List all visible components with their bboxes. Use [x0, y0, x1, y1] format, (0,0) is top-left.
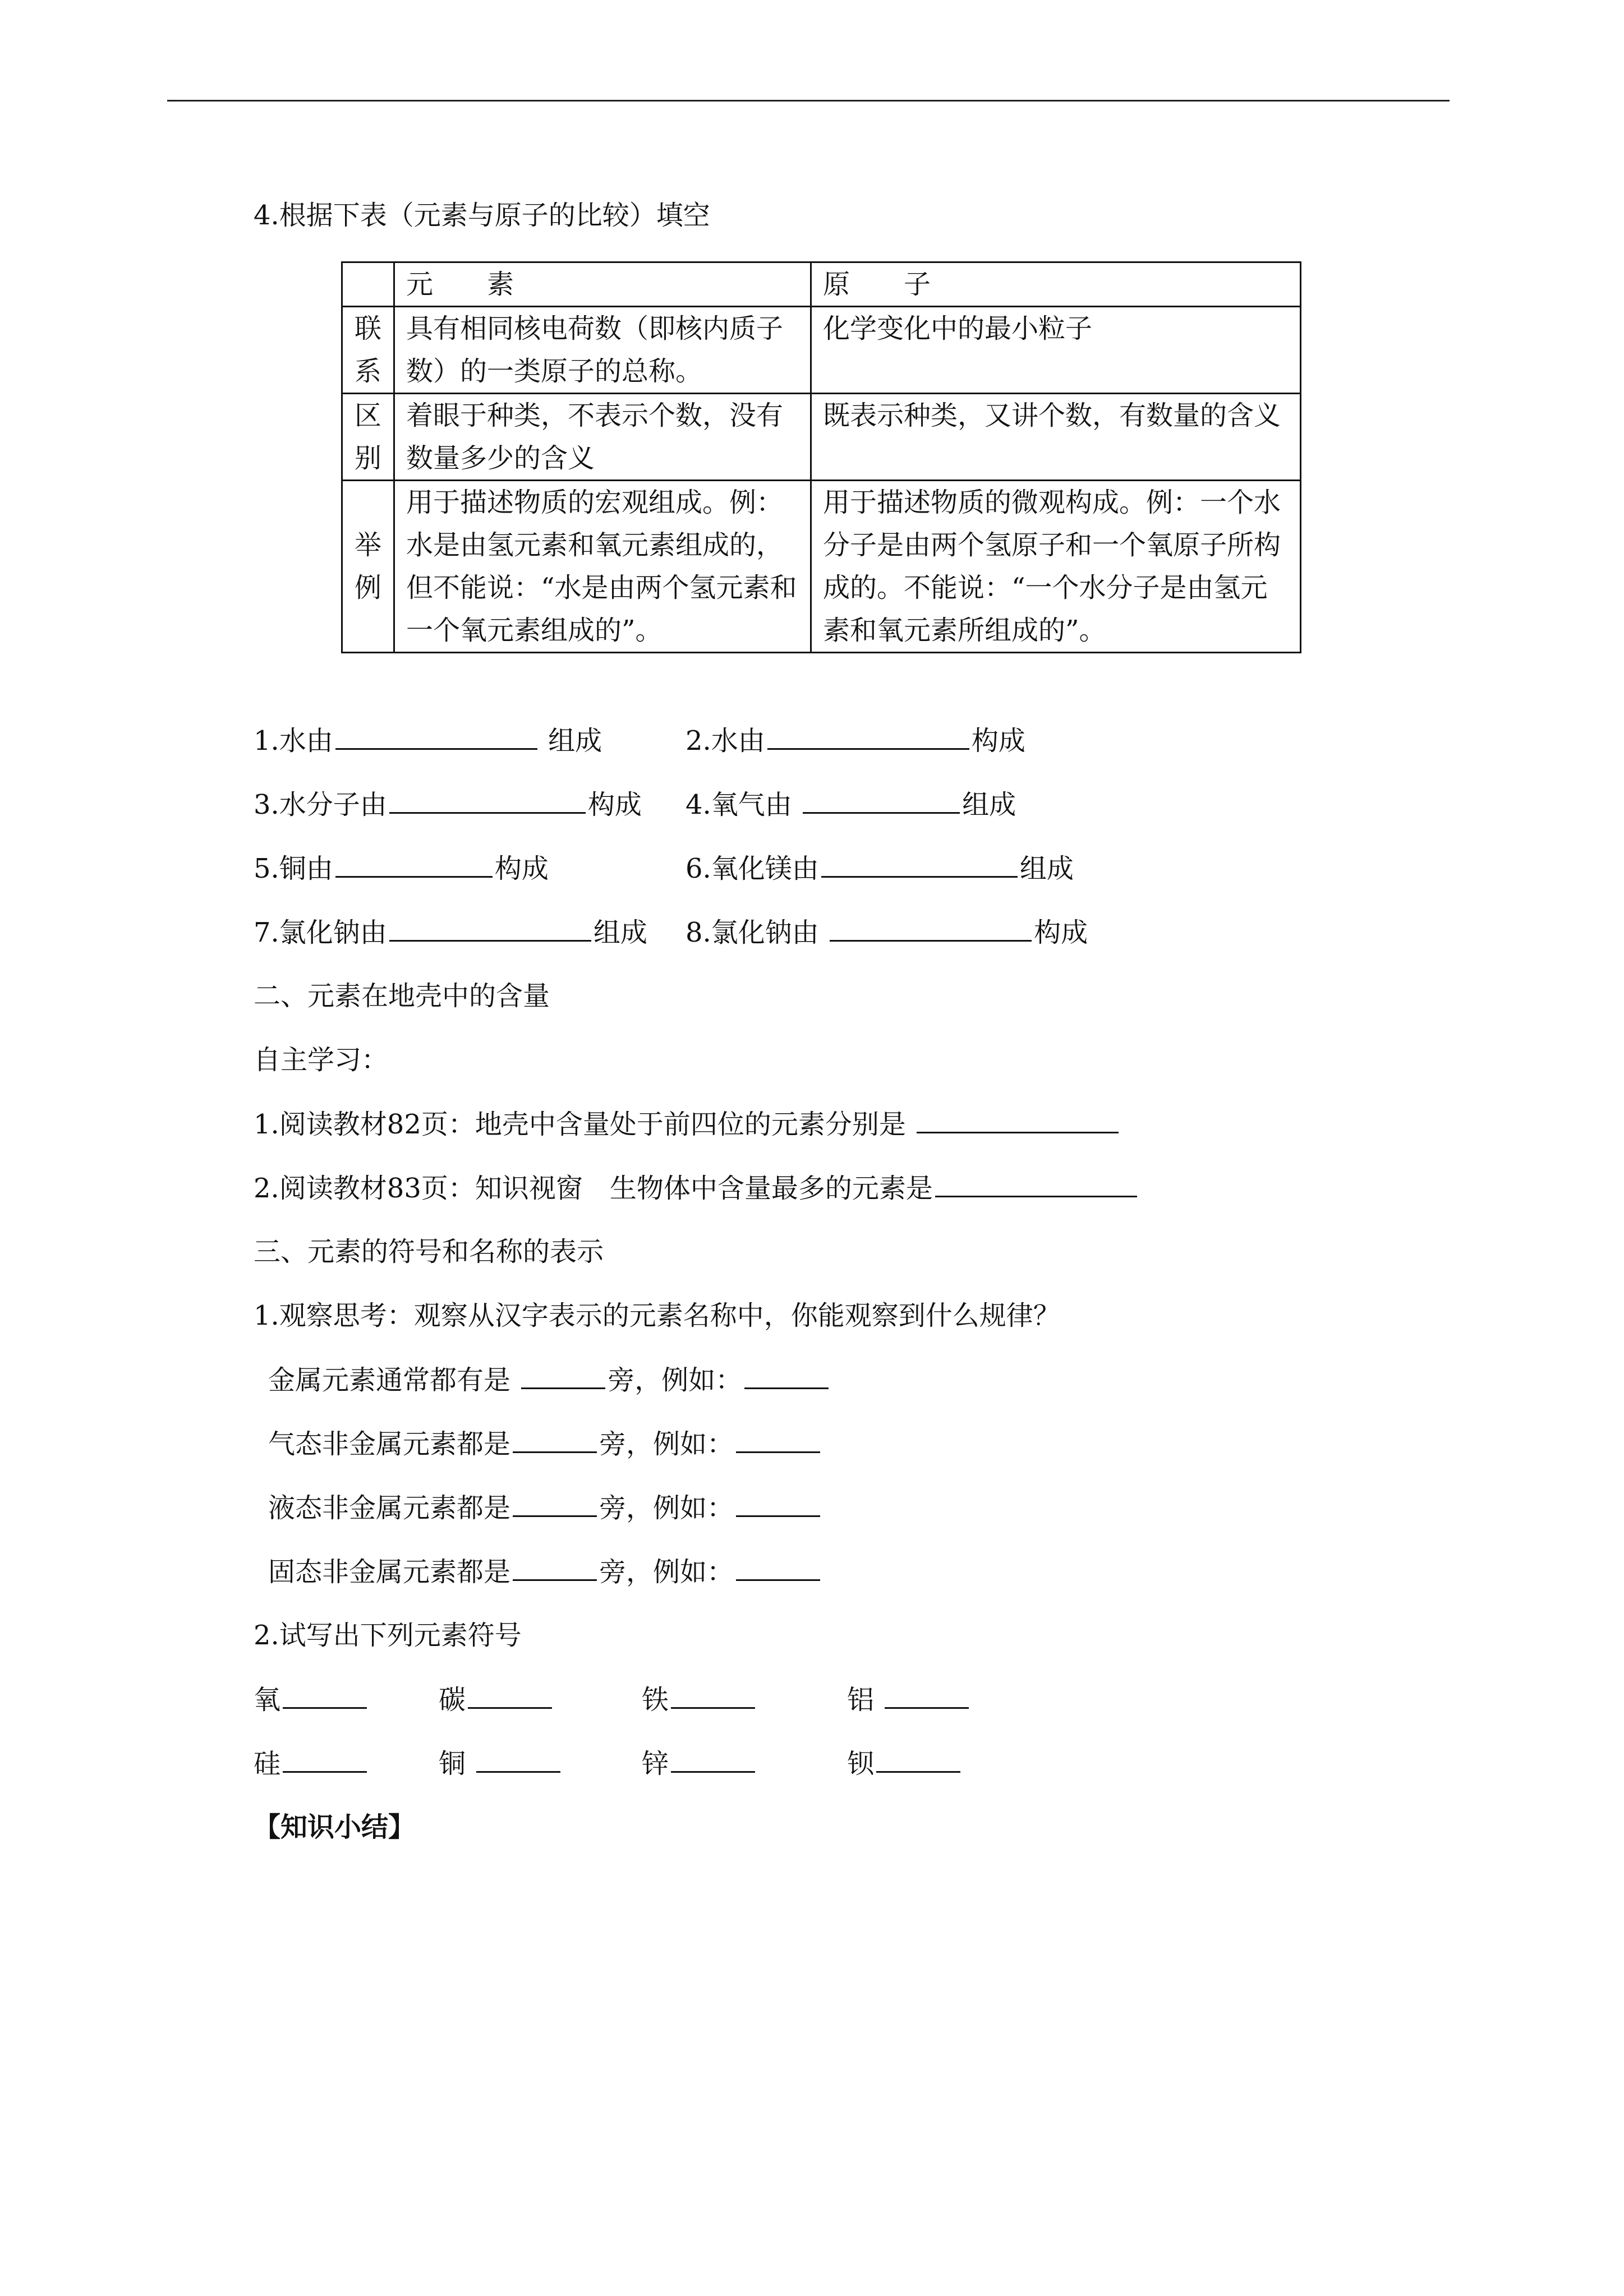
rule-liquid-nonmetal: 液态非金属元素都是 旁，例如：: [268, 1491, 822, 1525]
fill-item-2: 2.水由 构成: [686, 723, 1025, 758]
blank-input[interactable]: [744, 1363, 829, 1389]
table-header-element: 元 素: [394, 262, 811, 307]
symbol-item: 钡: [847, 1746, 963, 1781]
symbol-item: 铁: [642, 1682, 757, 1717]
blank-input[interactable]: [335, 851, 493, 878]
blank-input[interactable]: [917, 1107, 1119, 1133]
blank-input[interactable]: [521, 1363, 605, 1389]
blank-input[interactable]: [671, 1682, 755, 1709]
fill-item-8: 8.氯化钠由 构成: [686, 915, 1088, 949]
rule-metal: 金属元素通常都有是 旁，例如：: [268, 1363, 831, 1397]
symbol-item: 硅: [254, 1746, 369, 1781]
row-label: 区别: [342, 394, 394, 481]
fill-item-6: 6.氧化镁由 组成: [686, 851, 1074, 886]
table-header-atom: 原 子: [811, 262, 1301, 307]
blank-input[interactable]: [736, 1491, 820, 1517]
blank-input[interactable]: [803, 787, 960, 814]
blank-input[interactable]: [513, 1555, 597, 1581]
blank-input[interactable]: [513, 1427, 597, 1453]
table-row: [342, 481, 1301, 653]
blank-input[interactable]: [821, 851, 1018, 878]
fill-item-4: 4.氧气由 组成: [686, 787, 1016, 822]
row-label: 举例: [342, 481, 394, 653]
fill-item-1: 1.水由 组成: [254, 723, 602, 758]
symbol-item: 锌: [642, 1746, 757, 1781]
blank-input[interactable]: [935, 1171, 1137, 1197]
blank-input[interactable]: [767, 723, 969, 750]
blank-input[interactable]: [876, 1746, 960, 1773]
element-cell: 着眼于种类，不表示个数，没有数量多少的含义: [394, 394, 811, 481]
rule-solid-nonmetal: 固态非金属元素都是 旁，例如：: [268, 1555, 822, 1589]
element-cell: 具有相同核电荷数（即核内质子数）的一类原子的总称。: [394, 307, 811, 394]
row-label: 联系: [342, 307, 394, 394]
fill-item-7: 7.氯化钠由 组成: [254, 915, 647, 949]
table-header-row: [342, 262, 1301, 307]
blank-input[interactable]: [283, 1682, 367, 1709]
atom-cell: 用于描述物质的微观构成。例：一个水分子是由两个氢原子和一个氧原子所构成的。不能说：“一个水分子是由氢元素和氧元素所组成的”。: [811, 481, 1301, 653]
element-atom-comparison-table: [341, 261, 1301, 653]
symbol-item: 铝: [847, 1682, 971, 1717]
blank-input[interactable]: [513, 1491, 597, 1517]
blank-input[interactable]: [671, 1746, 755, 1773]
blank-input[interactable]: [830, 915, 1032, 942]
fill-item-3: 3.水分子由 构成: [254, 787, 642, 822]
blank-input[interactable]: [468, 1682, 552, 1709]
self-study-label: 自主学习：: [254, 1044, 389, 1076]
symbol-item: 氧: [254, 1682, 369, 1717]
question-4-title: 4.根据下表（元素与原子的比较）填空: [254, 200, 710, 231]
blank-input[interactable]: [736, 1427, 820, 1453]
fill-item-5: 5.铜由 构成: [254, 851, 549, 886]
atom-cell: 化学变化中的最小粒子: [811, 307, 1301, 394]
section-3-title: 三、元素的符号和名称的表示: [254, 1236, 604, 1267]
blank-input[interactable]: [283, 1746, 367, 1773]
blank-input[interactable]: [389, 915, 591, 942]
atom-cell: 既表示种类，又讲个数，有数量的含义: [811, 394, 1301, 481]
table-row: [342, 394, 1301, 481]
write-symbols-question: 2.试写出下列元素符号: [254, 1620, 522, 1651]
blank-input[interactable]: [389, 787, 586, 814]
blank-input[interactable]: [335, 723, 537, 750]
observe-question: 1.观察思考：观察从汉字表示的元素名称中，你能观察到什么规律？: [254, 1300, 1060, 1331]
header-rule: [167, 100, 1450, 102]
knowledge-summary-heading: 【知识小结】: [254, 1811, 416, 1843]
section-2-title: 二、元素在地壳中的含量: [254, 980, 550, 1012]
blank-input[interactable]: [736, 1555, 820, 1581]
table-header-corner: [342, 262, 394, 307]
element-cell: 用于描述物质的宏观组成。例：水是由氢元素和氧元素组成的，但不能说：“水是由两个氢元素和一个氧元素组成的”。: [394, 481, 811, 653]
reading-item-1: 1.阅读教材82页：地壳中含量处于前四位的元素分别是: [254, 1107, 1121, 1141]
blank-input[interactable]: [476, 1746, 560, 1773]
table-row: [342, 307, 1301, 394]
symbol-item: 铜: [439, 1746, 563, 1781]
blank-input[interactable]: [885, 1682, 969, 1709]
reading-item-2: 2.阅读教材83页：知识视窗 生物体中含量最多的元素是: [254, 1171, 1139, 1205]
rule-gas-nonmetal: 气态非金属元素都是 旁，例如：: [268, 1427, 822, 1461]
symbol-item: 碳: [439, 1682, 554, 1717]
